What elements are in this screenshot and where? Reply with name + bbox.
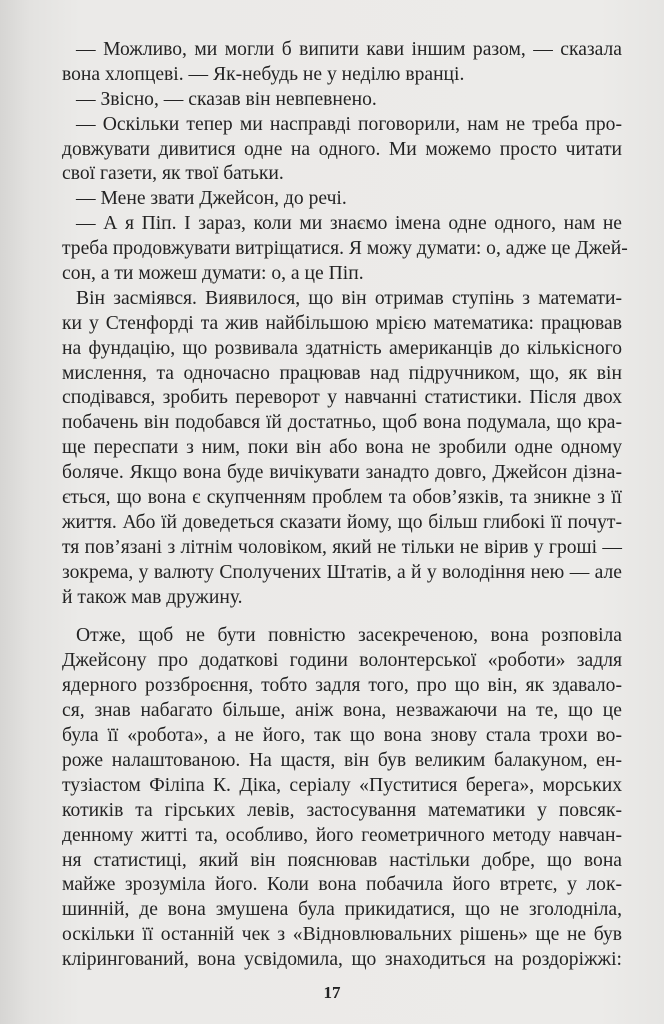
text-line: шинній, де вона змушена була прикидатися, що не зголодніла,: [62, 899, 622, 921]
text-line: зокрема, у валюту Сполучених Штатів, а й у володіння нею — але: [62, 561, 622, 583]
text-line: тузіастом Філіпа К. Діка, серіалу «Пуститися берега», морських: [62, 774, 622, 796]
page-number: 17: [323, 983, 341, 1002]
text-line: — Оскільки тепер ми насправді поговорили, нам не треба про-: [76, 113, 622, 135]
text-line: Отже, щоб не бути повністю засекреченою, вона розповіла: [76, 625, 622, 647]
text-line: на фундацію, що розвивала здатність американців до кількісного: [62, 337, 622, 359]
text-line: сон, а ти можеш думати: о, а це Піп.: [62, 263, 364, 285]
text-line: Джейсону про додаткові години волонтерської «роботи» задля: [62, 650, 622, 672]
text-line: вона хлопцеві. — Як-небудь не у неділю вранці.: [62, 63, 465, 85]
text-line: побачень він подобався їй достатньо, щоб вона подумала, що кра-: [62, 412, 622, 434]
text-line: свої газети, як твої батьки.: [62, 163, 284, 185]
text-line: котиків та гірських левів, застосування математики у повсяк-: [62, 799, 622, 821]
text-line: — Мене звати Джейсон, до речі.: [76, 188, 347, 210]
text-line: Він засміявся. Виявилося, що він отримав ступінь з математи-: [76, 287, 622, 309]
text-line: — А я Піп. І зараз, коли ми знаємо імена одне одного, нам не: [76, 213, 622, 235]
text-line: й також мав дружину.: [62, 586, 243, 608]
text-line: сподівався, зробить переворот у навчанні статистики. Після двох: [62, 387, 622, 409]
text-line: ся, знав набагато більше, аніж вона, незважаючи на те, що це: [62, 700, 622, 722]
text-line: ядерного роззброєння, тобто задля того, про що він, як здавало-: [62, 675, 622, 697]
text-line: ється, що вона є скупченням проблем та обов’язків, та зникне з її: [62, 487, 622, 509]
text-line: ня статистиці, який він пояснював настільки добре, що вона: [62, 849, 622, 871]
text-line: — Звісно, — сказав він невпевнено.: [76, 88, 377, 110]
text-line: мислення, та одночасно працював над підручником, що, як він: [62, 362, 622, 384]
text-line: клірингований, вона усвідомила, що знаходиться на роздоріжжі:: [62, 949, 622, 971]
text-line: треба продовжувати витріщатися. Я можу думати: о, адже це Джей-: [62, 238, 628, 260]
paragraph-gap: [62, 610, 622, 624]
text-line: денному житті та, особливо, його геометричного методу навчан-: [62, 824, 622, 846]
text-line: боляче. Якщо вона буде вичікувати занадто довго, Джейсон дізна-: [62, 462, 622, 484]
text-line: довжувати дивитися одне на одного. Ми можемо просто читати: [62, 138, 622, 160]
text-line: роже налаштованою. На щастя, він був великим балакуном, ен-: [62, 749, 622, 771]
text-line: ще переспати з ним, поки він або вона не зробили одне одному: [62, 437, 622, 459]
text-line: — Можливо, ми могли б випити кави іншим разом, — сказала: [76, 39, 622, 60]
text-line: оскільки її останній чек з «Відновлювальних рішень» ще не був: [62, 924, 622, 946]
text-line: була її «робота», а не його, так що вона знову стала трохи во-: [62, 725, 622, 747]
text-line: майже зрозуміла його. Коли вона побачила його втретє, у лок-: [62, 874, 622, 896]
text-line: ки у Стенфорді та жив найбільшою мрією математика: працював: [62, 312, 622, 334]
text-line: життя. Або їй доведеться сказати йому, що більш глибокі її почут-: [62, 511, 622, 533]
body-text: [62, 38, 628, 973]
text-line: тя пов’язані з літнім чоловіком, який не тільки не вірив у гроші —: [62, 536, 622, 558]
